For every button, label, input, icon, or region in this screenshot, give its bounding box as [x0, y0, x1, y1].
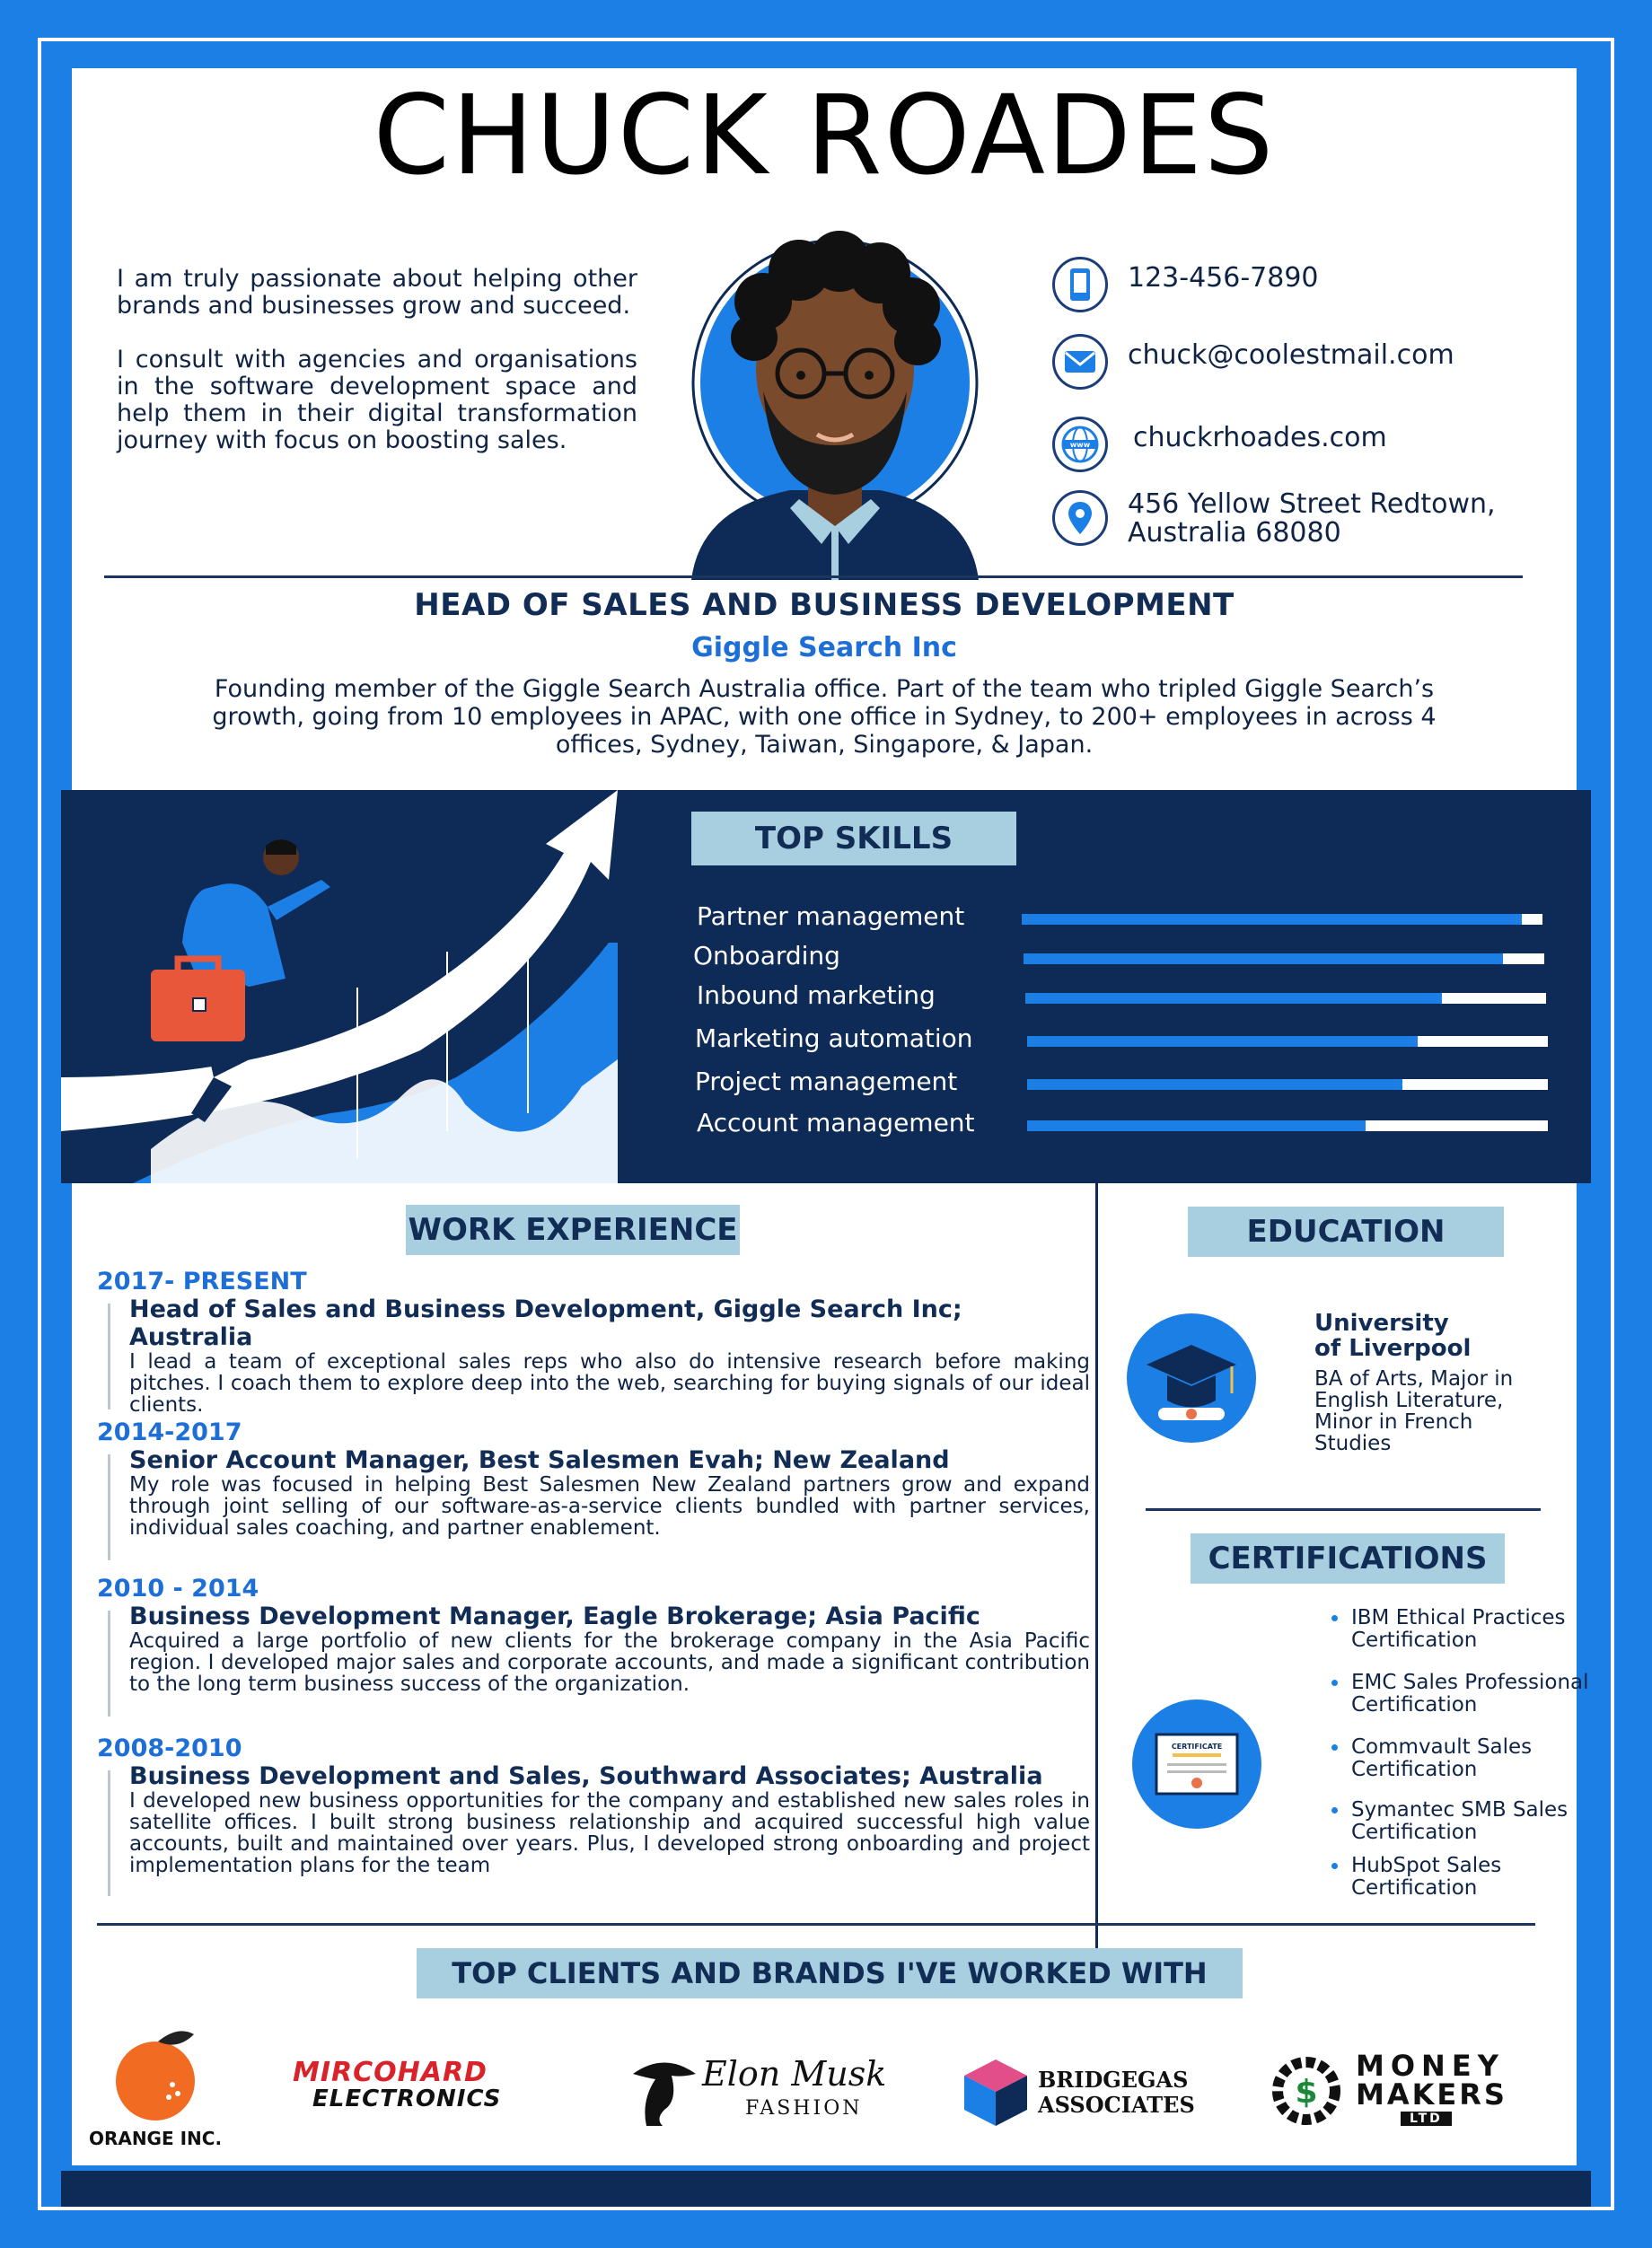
skill-bar-fill: [1027, 1036, 1418, 1047]
cert-type: Certification: [1351, 1629, 1478, 1652]
orange-inc-logo: [79, 2025, 232, 2151]
job-accent-line: [108, 1611, 110, 1717]
money-makers-logo: [1266, 2050, 1553, 2131]
bridgegas-logo: [961, 2056, 1212, 2128]
cert-name: Symantec SMB Sales: [1351, 1798, 1569, 1822]
intro-paragraph-1: I am truly passionate about helping other brands and businesses grow and succeed.: [117, 265, 637, 320]
skill-bar: [1027, 1036, 1548, 1047]
skill-label: Onboarding: [693, 941, 840, 970]
school-name-line-2: of Liverpool: [1314, 1335, 1472, 1362]
cert-name: HubSpot Sales: [1351, 1854, 1502, 1877]
job-description: I lead a team of exceptional sales reps who also do intensive research before making pitches. I coach them to explore deep into the web, searching for buying signals of our ideal clients.: [129, 1350, 1090, 1417]
skill-bar: [1022, 914, 1542, 925]
bridgegas-tagline: ASSOCIATES: [1038, 2092, 1195, 2118]
job-title: Business Development Manager, Eagle Brokerage; Asia Pacific: [129, 1603, 980, 1630]
skills-band: [61, 790, 1591, 1183]
job-entry: [97, 1418, 1090, 1575]
clients-divider: [97, 1923, 1535, 1926]
skill-label: Project management: [695, 1067, 958, 1096]
elon-musk-tagline: FASHION: [745, 2097, 863, 2120]
money-makers-ltd: LTD: [1401, 2112, 1452, 2126]
cert-type: Certification: [1351, 1876, 1478, 1900]
top-skills-heading: TOP SKILLS: [691, 812, 1016, 865]
silhouette-icon: [628, 2047, 700, 2128]
elon-musk-name: Elon Musk: [702, 2054, 887, 2094]
bullet-icon: [1331, 1615, 1338, 1621]
job-years: 2017- PRESENT: [97, 1268, 307, 1295]
bullet-icon: [1331, 1863, 1338, 1869]
email-icon: [1052, 334, 1108, 390]
job-entry: [97, 1268, 1090, 1418]
cert-name: Commvault Sales: [1351, 1735, 1533, 1759]
address-line-2: Australia 68080: [1128, 517, 1341, 549]
address-line-1: 456 Yellow Street Redtown,: [1128, 488, 1496, 520]
orange-inc-name: ORANGE INC.: [88, 2128, 223, 2149]
bullet-icon: [1331, 1807, 1338, 1813]
contact-phone[interactable]: [1052, 257, 1555, 314]
skill-label: Inbound marketing: [697, 980, 936, 1010]
degree-text: BA of Arts, Major in English Literature, Minor in French Studies: [1314, 1367, 1514, 1455]
job-title: Head of Sales and Business Development, Giggle Search Inc; Australia: [129, 1295, 962, 1351]
certifications-heading: CERTIFICATIONS: [1191, 1533, 1505, 1584]
avatar: [664, 221, 1006, 580]
contact-address: [1052, 490, 1555, 553]
certification-item: [1351, 1799, 1621, 1844]
role-summary: Founding member of the Giggle Search Australia office. Part of the team who tripled Giggle Search’s growth, going from 10 employees in APAC, with one office in Sydney, to 200+ employees in across 4 offices, Sydney, Taiwan, Singapore, & Japan.: [212, 675, 1437, 759]
cube-icon: [961, 2056, 1031, 2128]
mircohard-tagline: ELECTRONICS: [312, 2086, 502, 2112]
education-heading: EDUCATION: [1188, 1207, 1504, 1257]
elon-musk-fashion-logo: [628, 2047, 907, 2128]
job-description: My role was focused in helping Best Salesmen New Zealand partners grow and expand through joint selling of our software-as-a-service clients bundled with partner services, individual sales coaching, and partner enablement.: [129, 1473, 1090, 1540]
skill-bar-fill: [1022, 914, 1522, 925]
skill-bar-fill: [1027, 1120, 1366, 1131]
school-name-line-1: University: [1314, 1310, 1449, 1337]
job-accent-line: [108, 1770, 110, 1896]
certification-item: [1351, 1855, 1621, 1900]
phone-number[interactable]: 123-456-7890: [1128, 262, 1319, 294]
job-description: I developed new business opportunities for the company and established new sales roles in satellite offices. I built strong business relationship and acquired successful high value accounts, built and maintained over years. Plus, I developed strong onboarding and project implementation plans for the team: [129, 1789, 1090, 1877]
svg-text:www: www: [1069, 441, 1091, 449]
candidate-name: CHUCK ROADES: [373, 72, 1276, 199]
money-makers-name-1: MONEY: [1356, 2049, 1505, 2083]
job-title: Business Development and Sales, Southward Associates; Australia: [129, 1762, 1043, 1790]
job-years: 2010 - 2014: [97, 1575, 259, 1603]
skill-bar-fill: [1027, 1079, 1402, 1090]
current-role-title: HEAD OF SALES AND BUSINESS DEVELOPMENT: [414, 587, 1235, 623]
skill-label: Account management: [697, 1108, 975, 1137]
job-description: Acquired a large portfolio of new clients for the brokerage company in the Asia Pacific region. I developed major sales and corporate accounts, and made a significant contribution to the long term business success of the organization.: [129, 1629, 1090, 1696]
skill-bar-fill: [1025, 993, 1442, 1004]
footer-band: [61, 2171, 1591, 2207]
orange-icon: [79, 2025, 232, 2124]
money-makers-name-2: MAKERS: [1356, 2077, 1507, 2112]
bridgegas-name: BRIDGEGAS: [1038, 2067, 1189, 2093]
globe-icon: [1052, 417, 1108, 472]
svg-text:CERTIFICATE: CERTIFICATE: [1171, 1743, 1223, 1751]
contact-website[interactable]: [1052, 417, 1555, 474]
column-divider: [1095, 1181, 1098, 1998]
address: [1128, 490, 1496, 548]
skill-bar: [1024, 953, 1544, 964]
education-details: [1314, 1311, 1539, 1454]
certification-item: [1351, 1736, 1621, 1781]
email-address[interactable]: chuck@coolestmail.com: [1128, 339, 1454, 371]
intro-paragraph-2: I consult with agencies and organisations in the software development space and help them in their digital transformation journey with focus on boosting sales.: [117, 346, 637, 454]
work-experience-list: [97, 1268, 1090, 1905]
growth-chart-illustration: [61, 790, 681, 1183]
cert-name: IBM Ethical Practices: [1351, 1606, 1566, 1629]
cert-type: Certification: [1351, 1821, 1478, 1844]
header-divider: [104, 575, 1523, 578]
current-company: Giggle Search Inc: [691, 632, 957, 663]
certificate-icon: [1129, 1697, 1264, 1831]
website-url[interactable]: chuckrhoades.com: [1133, 422, 1387, 453]
intro-text: [117, 266, 637, 481]
bullet-icon: [1331, 1744, 1338, 1751]
cert-type: Certification: [1351, 1693, 1478, 1717]
job-accent-line: [108, 1304, 110, 1409]
bullet-icon: [1331, 1680, 1338, 1686]
phone-icon: [1052, 257, 1108, 312]
gear-dollar-icon: [1266, 2050, 1347, 2131]
job-years: 2014-2017: [97, 1418, 242, 1446]
location-pin-icon: [1052, 490, 1108, 546]
mircohard-name: MIRCOHARD: [293, 2057, 488, 2088]
certification-item: [1351, 1672, 1621, 1717]
skill-bar: [1025, 993, 1546, 1004]
job-years: 2008-2010: [97, 1734, 242, 1762]
job-accent-line: [108, 1454, 110, 1560]
job-title: Senior Account Manager, Best Salesmen Evah; New Zealand: [129, 1446, 950, 1474]
svg-text:$: $: [1295, 2074, 1318, 2111]
education-divider: [1146, 1508, 1541, 1511]
skill-bar: [1027, 1120, 1548, 1131]
certification-item: [1351, 1607, 1621, 1652]
cert-name: EMC Sales Professional: [1351, 1671, 1589, 1694]
graduation-cap-icon: [1124, 1311, 1259, 1445]
skill-bar-fill: [1024, 953, 1503, 964]
contact-email[interactable]: [1052, 334, 1555, 391]
cert-type: Certification: [1351, 1758, 1478, 1781]
mircohard-logo: [293, 2059, 562, 2122]
clients-heading: TOP CLIENTS AND BRANDS I'VE WORKED WITH: [417, 1948, 1243, 1998]
work-experience-heading: WORK EXPERIENCE: [406, 1205, 740, 1255]
skill-label: Partner management: [697, 901, 965, 931]
job-entry: [97, 1734, 1090, 1905]
skill-label: Marketing automation: [695, 1023, 973, 1053]
skill-bar: [1027, 1079, 1548, 1090]
job-entry: [97, 1575, 1090, 1734]
